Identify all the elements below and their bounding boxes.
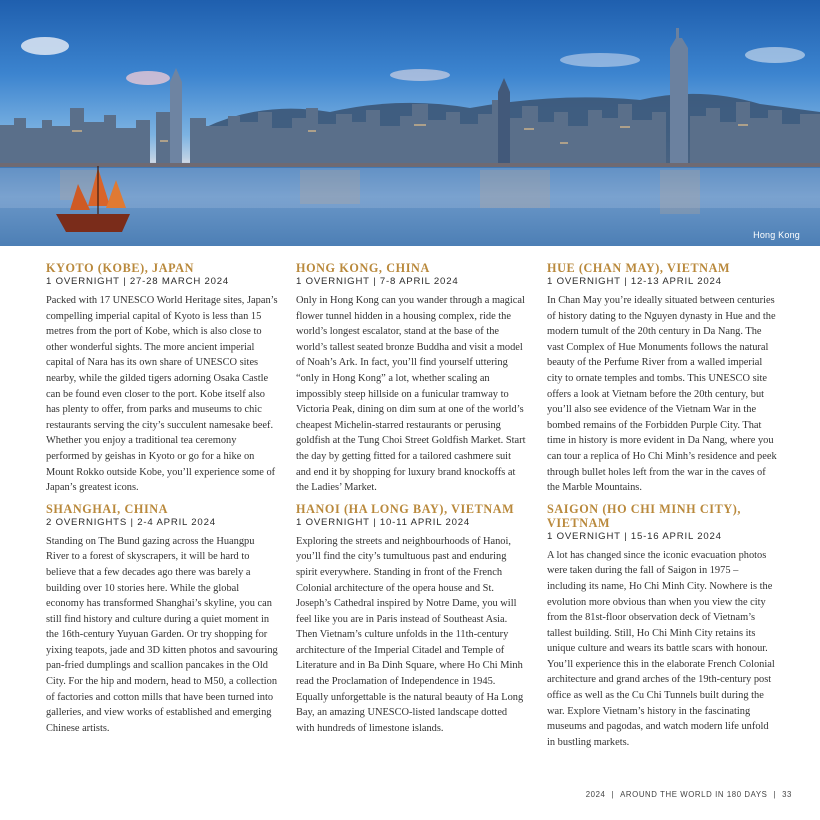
footer-divider: | bbox=[773, 790, 777, 799]
footer-divider: | bbox=[611, 790, 615, 799]
destination-hong-kong bbox=[296, 261, 528, 496]
stay-dates: 2 OVERNIGHTS | 2-4 APRIL 2024 bbox=[46, 516, 216, 528]
destination-description: Standing on The Bund gazing across the Huangpu River to a forest of skyscrapers, it will be hard to believe that a few decades ago there was barely a building over 10 stories here. While the global economy has transformed Shanghai’s skyline, you can still find history and culture during a quiet moment in the 16th-century Yuyuan Garden. Or try shopping for yixing teapots, jade and 3D kitten photos and savouring pan-fried dumplings and scallion pancakes in the Old City. For the hip and modern, head to M50, a collection of factories and cotton mills that have been turned into galleries, and view works of established and emerging Chinese artists. bbox=[46, 535, 278, 734]
destination-title: SHANGHAI, CHINA bbox=[46, 501, 169, 516]
destination-description: Exploring the streets and neighbourhoods of Hanoi, you’ll find the city’s tumultuous past and enduring spirit everywhere. Standing in front of the French Colonial architecture of the opera house and St. Joseph’s Cathedral inspired by Notre Dame, you will feel like you are in Paris instead of Southeast Asia. Then Vietnam’s culture unfolds in the 11th-century architecture of the Imperial Citadel and Temple of Literature and in Ba Dinh Square, where Ho Chi Minh read the Proclamation of Independence in 1945. Equally unforgettable is the natural beauty of Ha Long Bay, an amazing UNESCO-listed landscape dotted with hundreds of limestone islands. bbox=[296, 535, 524, 734]
destination-description: A lot has changed since the iconic evacuation photos were taken during the fall of Saigon in 1975 – including its name, Ho Chi Minh City. Nowhere is the evolution more obvious than when you view the city from the 81st-floor observation deck of Vietnam’s tallest building. Still, Ho Chi Minh City retains its unique culture and wears its battle scars with honour. You’ll experience this in the elaborate French Colonial architecture and grand arches of the 19th-century post office as well as the Cu Chi Tunnels built during the war. Explore Vietnam’s history in the fascinating museums and pagodas, and watch modern life unfold in bustling markets. bbox=[547, 549, 775, 748]
destination-title: KYOTO (KOBE), JAPAN bbox=[46, 261, 195, 275]
hong-kong-skyline-illustration bbox=[0, 0, 820, 246]
page-footer bbox=[586, 790, 792, 799]
destination-kyoto bbox=[46, 261, 278, 496]
photo-caption: Hong Kong bbox=[753, 230, 800, 240]
destination-description: In Chan May you’re ideally situated between centuries of history dating to the Nguyen dynasty in Hue and the modern tumult of the 20th century in Da Nang. The vast Complex of Hue Monuments follows the natural beauty of the Perfume River from a walled imperial city to ornate temples and tombs. This UNESCO site offers a look at Vietnam before the 20th century, but you’ll also see evidence of the Vietnam War in the bombed remains of the Forbidden Purple City. That time in history is more evident in Da Nang, where you can tour a replica of Ho Chi Minh’s residence and peek through bullet holes left from the war in the caves of the Marble Mountains. bbox=[547, 295, 777, 494]
stay-dates: 1 OVERNIGHT | 10-11 APRIL 2024 bbox=[296, 516, 471, 528]
destination-title: HUE (CHAN MAY), VIETNAM bbox=[547, 261, 731, 275]
destination-title: HONG KONG, CHINA bbox=[296, 261, 430, 275]
page-number: 33 bbox=[782, 790, 792, 799]
stay-dates: 1 OVERNIGHT | 12-13 APRIL 2024 bbox=[547, 276, 722, 287]
destination-description: Packed with 17 UNESCO World Heritage sites, Japan’s compelling imperial capital of Kyoto is less than 15 metres from the port of Kobe, which is also close to other wonderful sights. The more ancient imperial capital of Nara has its own share of UNESCO sites nearby, while the gilded tigers adorning Osaka Castle can be found even closer to the port. Kobe itself also has plenty to offer, from parks and museums to chic restaurants serving the city’s succulent namesake beef. Whether you enjoy a traditional tea ceremony performed by geishas in Kyoto or go for a hike on Mount Rokko outside Kobe, you’ll experience some of Japan’s greatest icons. bbox=[46, 295, 278, 494]
destination-description: Only in Hong Kong can you wander through a magical flower tunnel hidden in a housing complex, ride the world’s longest escalator, stand at the base of the world’s tallest seated bronze Buddha and visit a model of Noah’s Ark. In fact, you’ll find yourself uttering “only in Hong Kong” a lot, whether scaling an impossibly steep hillside on a funicular tramway to Victoria Peak, dining on dim sum at one of the world’s cheapest Michelin-starred restaurants or perusing goldfish at the Tung Choi Street Goldfish Market. Start the day by getting fitted for a tailored cashmere suit and end it by shopping for luxury brand knockoffs at the Ladies’ Market. bbox=[296, 295, 526, 494]
stay-dates: 1 OVERNIGHT | 7-8 APRIL 2024 bbox=[296, 276, 459, 287]
destination-title: SAIGON (HO CHI MINH CITY), VIETNAM bbox=[547, 501, 742, 530]
stay-dates: 1 OVERNIGHT | 15-16 APRIL 2024 bbox=[547, 530, 722, 542]
hero-photo bbox=[0, 0, 820, 246]
column-middle bbox=[296, 261, 528, 742]
stay-dates: 1 OVERNIGHT | 27-28 MARCH 2024 bbox=[46, 276, 230, 287]
destination-hanoi bbox=[296, 502, 528, 737]
destination-shanghai bbox=[46, 502, 278, 737]
destination-saigon bbox=[547, 502, 779, 751]
column-left bbox=[46, 261, 278, 742]
footer-title: AROUND THE WORLD IN 180 DAYS bbox=[620, 790, 768, 799]
destination-title: HANOI (HA LONG BAY), VIETNAM bbox=[296, 501, 515, 516]
column-right bbox=[547, 261, 779, 756]
footer-year: 2024 bbox=[585, 790, 606, 799]
destination-hue bbox=[547, 261, 779, 496]
